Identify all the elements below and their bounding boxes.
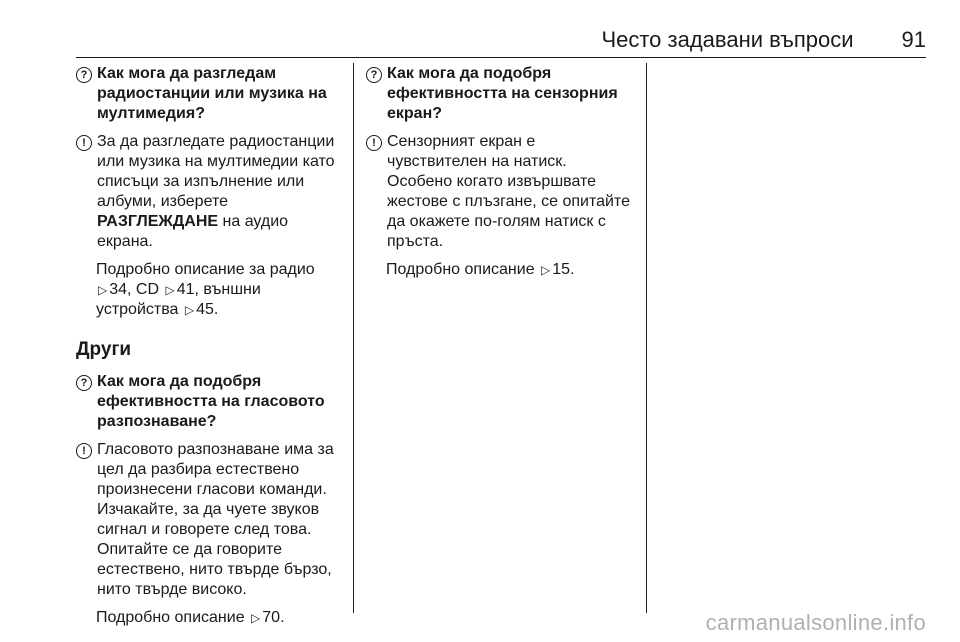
page-title: Често задавани въпроси [601, 27, 854, 52]
answer-2: ! Гласовото разпознаване има за цел да разбира естествено произнесени гласови команди. Изчакайте, за да чуете звуков сигнал и говорете след това. Опитайте се да говорите естествено, нито твърде бързо, нито твърде високо. [76, 440, 342, 600]
answer-1 [76, 132, 342, 252]
question-2: ? Как мога да подобря ефективността на гласовото разпознаване? [76, 372, 342, 432]
exclamation-circle-icon: ! [366, 135, 382, 151]
question-circle-icon: ? [76, 375, 92, 391]
column-divider-2 [646, 63, 647, 613]
column-1 [76, 64, 342, 628]
answer-1-reference: Подробно описание за радио ▷ 34, CD ▷ 41, външни устройства ▷ 45. [96, 261, 315, 318]
browse-label: РАЗГЛЕЖДАНЕ [97, 213, 219, 230]
section-heading: Други [76, 339, 132, 360]
question-circle-icon: ? [366, 67, 382, 83]
page-header [76, 26, 926, 54]
arrow-right-icon: ▷ [251, 611, 261, 625]
question-3: ? Как мога да подобря ефективността на сензорния екран? [366, 64, 636, 124]
exclamation-circle-icon: ! [76, 135, 92, 151]
answer-1-text: За да разгледате радиостанции или музика на мултимедии като списъци за изпълнение или албуми, изберете [97, 133, 335, 210]
answer-3-reference: Подробно описание ▷ 15. [386, 261, 575, 278]
arrow-right-icon: ▷ [165, 283, 175, 297]
answer-1-text-end: на аудио екрана. [97, 213, 289, 250]
column-divider-1 [353, 63, 354, 613]
header-rule [76, 57, 926, 58]
arrow-right-icon: ▷ [541, 263, 551, 277]
arrow-right-icon: ▷ [98, 283, 108, 297]
watermark: carmanualsonline.info [705, 610, 926, 635]
question-circle-icon: ? [76, 67, 92, 83]
answer-2-reference: Подробно описание ▷ 70. [96, 609, 285, 626]
exclamation-circle-icon: ! [76, 443, 92, 459]
arrow-right-icon: ▷ [184, 303, 195, 317]
question-1: ? Как мога да разгледам радиостанции или музика на мултимедия? [76, 64, 342, 124]
answer-3: ! Сензорният екран е чувствителен на натиск. Особено когато извършвате жестове с плъзгане, се опитайте да окажете по-голям натиск с пръста. [366, 132, 636, 252]
column-2 [366, 64, 636, 280]
page-number: 91 [901, 27, 926, 52]
